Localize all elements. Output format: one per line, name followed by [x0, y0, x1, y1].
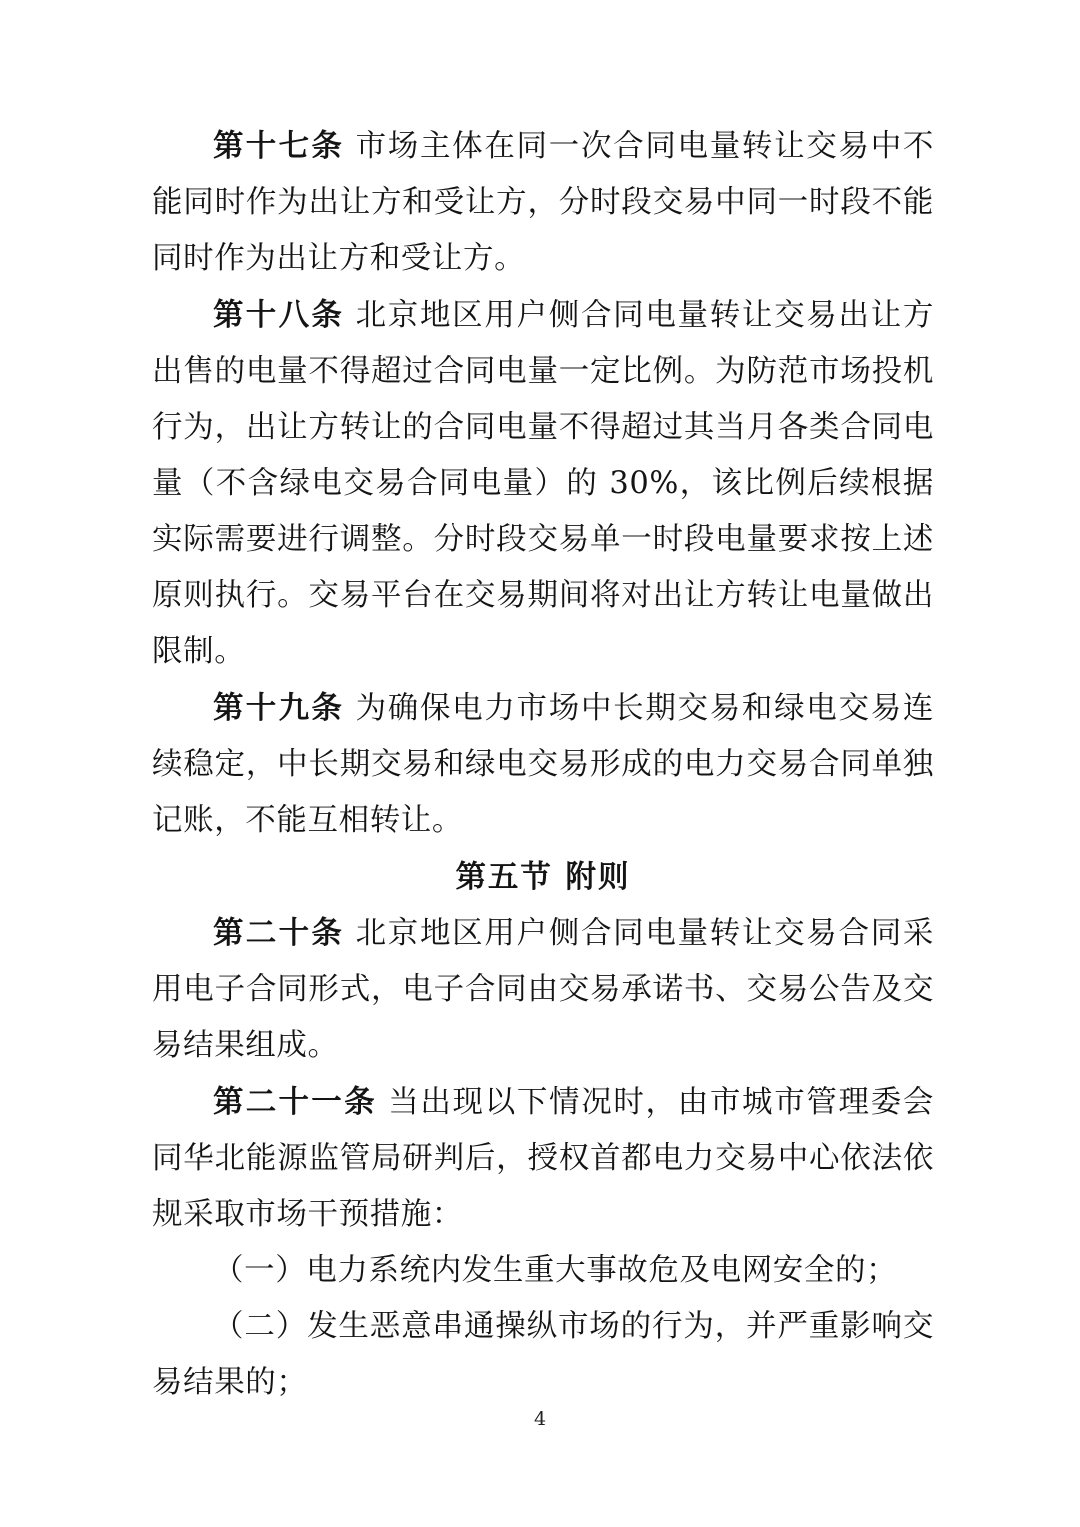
paragraph-item-2 [152, 1299, 934, 1411]
article-text-18: 北京地区用户侧合同电量转让交易出让方出售的电量不得超过合同电量一定比例。为防范市场投机行为，出让方转让的合同电量不得超过其当月各类合同电量（不含绿电交易合同电量）的 30%，该比例后续根据实际需要进行调整。分时段交易单一时段电量要求按上述原则执行。交易平台在交易期间将对出让方转让电量做出限制。 [152, 298, 934, 669]
article-text-19: 为确保电力市场中长期交易和绿电交易连续稳定，中长期交易和绿电交易形成的电力交易合同单独记账，不能互相转让。 [152, 691, 934, 838]
article-text-21: 当出现以下情况时，由市城市管理委会同华北能源监管局研判后，授权首都电力交易中心依法依规采取市场干预措施： [152, 1085, 934, 1232]
page-number: 4 [533, 1408, 547, 1430]
paragraph-article-17 [152, 118, 934, 287]
article-label-19: 第十九条 [213, 690, 345, 726]
article-label-17: 第十七条 [213, 128, 345, 164]
document-body [152, 118, 934, 1411]
article-label-18: 第十八条 [213, 297, 345, 333]
item-text-1: （一）电力系统内发生重大事故危及电网安全的； [213, 1253, 898, 1288]
section-heading: 第五节 附则 [455, 859, 631, 895]
paragraph-article-21 [152, 1074, 934, 1243]
article-label-21: 第二十一条 [213, 1084, 377, 1120]
paragraph-item-1 [152, 1243, 934, 1299]
article-text-17: 市场主体在同一次合同电量转让交易中不能同时作为出让方和受让方，分时段交易中同一时段不能同时作为出让方和受让方。 [152, 129, 934, 276]
article-text-20: 北京地区用户侧合同电量转让交易合同采用电子合同形式，电子合同由交易承诺书、交易公告及交易结果组成。 [152, 916, 934, 1063]
paragraph-article-19 [152, 680, 934, 849]
paragraph-article-18 [152, 287, 934, 680]
item-text-2: （二）发生恶意串通操纵市场的行为，并严重影响交易结果的； [152, 1309, 934, 1400]
article-label-20: 第二十条 [213, 915, 345, 951]
paragraph-article-20 [152, 905, 934, 1074]
